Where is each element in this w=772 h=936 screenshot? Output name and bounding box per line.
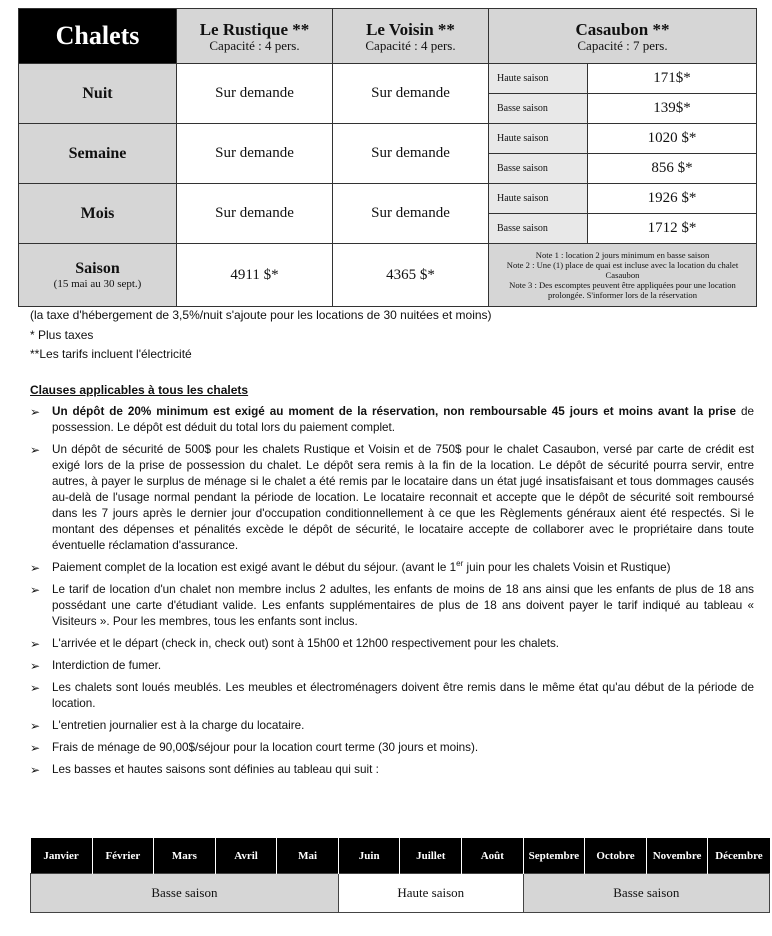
month-cell: Juin [338,838,400,874]
plus-taxes-footnote: * Plus taxes [30,328,94,342]
season-label: Haute saison [489,64,588,94]
clause-superscript: er [456,559,464,569]
season-label: Basse saison [489,214,588,244]
arrow-bullet-icon: ➢ [30,443,41,457]
month-cell: Mai [277,838,339,874]
season-haute: Haute saison [338,874,523,913]
month-cell: Mars [154,838,216,874]
price-casaubon-semaine-basse: 856 $* [588,154,757,184]
price-voisin-mois: Sur demande [333,184,489,244]
arrow-bullet-icon: ➢ [30,719,41,733]
price-rustique-semaine: Sur demande [177,124,333,184]
clause-item [30,718,754,734]
table-title: Chalets [19,9,177,64]
arrow-bullet-icon: ➢ [30,681,41,695]
clause-text: Interdiction de fumer. [52,659,162,672]
price-rustique-nuit: Sur demande [177,64,333,124]
clause-item [30,680,754,712]
month-cell: Septembre [523,838,585,874]
chalet-header-casaubon [489,9,757,64]
rates-table [18,8,757,307]
saison-dates: (15 mai au 30 sept.) [53,278,142,290]
notes-cell [489,244,757,307]
clause-text: de possession. Le dépôt est déduit du total lors du paiement complet. [52,405,755,434]
chalet-header-rustique [177,9,333,64]
clause-text: Paiement complet de la location est exigé avant le début du séjour. (avant le 1 [52,561,457,574]
price-casaubon-semaine-haute: 1020 $* [588,124,757,154]
clause-text: Un dépôt de sécurité de 500$ pour les chalets Rustique et Voisin et de 750$ pour le chalet Casaubon [52,443,596,456]
price-rustique-saison: 4911 $* [177,244,333,307]
price-voisin-saison: 4365 $* [333,244,489,307]
chalet-capacity: Capacité : 4 pers. [365,37,456,53]
month-cell: Janvier [31,838,93,874]
row-label-mois: Mois [19,184,177,244]
clause-text: Les basses et hautes saisons sont définies au tableau qui suit : [52,763,379,776]
clause-item [30,560,754,576]
season-label: Basse saison [489,154,588,184]
price-casaubon-mois-basse: 1712 $* [588,214,757,244]
clause-text: , versé par carte de crédit est exigé lors de la prise de possession du chalet. Le dépôt sera remis à la fin de la location. Le dépôt de sécurité pourra servir, entre autres, à payer le surplus de ménage si le chalet a été remis par le locataire dans un état jugé insatisfaisant et tous dommages causés au-delà de l'usage normal pendant la période de location. Le locataire reconnait et accepte que le dépôt de sécurité soit remboursé dans les 7 jours après le dernier jour d'occupation conditionnellement à ce que les Règlements généraux aient été respectés. Si le montant des dépenses et pénalités excède le dépôt de sécurité, le locataire accepte de collaborer avec le propriétaire dans toute éventuelle réclamation d'assurance. [52,443,754,552]
note-2: Note 2 : Une (1) place de quai est incluse avec la location du chalet Casaubon [506,260,739,280]
arrow-bullet-icon: ➢ [30,637,41,651]
row-label-saison [19,244,177,307]
arrow-bullet-icon: ➢ [30,763,41,777]
row-label-nuit: Nuit [19,64,177,124]
clause-item [30,740,754,756]
seasons-table [30,838,770,913]
clause-item [30,636,754,652]
clause-text: juin pour les chalets Voisin et Rustique) [463,561,671,574]
price-casaubon-nuit-haute: 171$* [588,64,757,94]
months-row [31,838,770,874]
clause-text: L'arrivée et le départ (check in, check out) sont à 15h00 et 12h00 respectivement pour les chalets. [52,637,560,650]
note-3: Note 3 : Des escomptes peuvent être appliquées pour une location prolongée. S'informer lors de la réservation [509,280,736,300]
saison-label: Saison [75,260,120,277]
month-cell: Décembre [708,838,770,874]
chalet-name: Le Voisin ** [366,19,455,39]
season-basse-1: Basse saison [31,874,339,913]
clause-text: Frais de ménage de 90,00$/séjour pour la location court terme (30 jours et moins). [52,741,479,754]
price-casaubon-nuit-basse: 139$* [588,94,757,124]
price-rustique-mois: Sur demande [177,184,333,244]
chalet-name: Le Rustique ** [199,19,310,39]
clause-item [30,442,754,554]
price-voisin-nuit: Sur demande [333,64,489,124]
row-label-semaine: Semaine [19,124,177,184]
clause-text: Le tarif de location d'un chalet non membre inclus 2 adultes, les enfants de moins de 18 ans ainsi que les enfants de plus de 18 ans possédant une carte d'étudiant valide. Les enfants supplémentaires de plus de 18 ans doivent payer le tarif indiqué au tableau « Visiteurs ». Pour les membres, tous les enfants sont inclus. [52,583,754,628]
chalet-capacity: Capacité : 7 pers. [577,37,668,53]
month-cell: Juillet [400,838,462,874]
arrow-bullet-icon: ➢ [30,741,41,755]
arrow-bullet-icon: ➢ [30,561,41,575]
price-casaubon-mois-haute: 1926 $* [588,184,757,214]
arrow-bullet-icon: ➢ [30,659,41,673]
chalet-capacity: Capacité : 4 pers. [209,37,300,53]
season-label: Haute saison [489,184,588,214]
clauses-title: Clauses applicables à tous les chalets [30,383,249,397]
clause-item [30,658,754,674]
month-cell: Novembre [646,838,708,874]
clause-text: Les chalets sont loués meublés. Les meubles et électroménagers doivent être remis dans le même état qu'au début de la période de location. [52,681,754,710]
note-1: Note 1 : location 2 jours minimum en basse saison [535,250,710,260]
month-cell: Octobre [585,838,647,874]
seasons-row [31,874,770,913]
clause-item [30,404,754,436]
month-cell: Février [92,838,154,874]
electricity-footnote: **Les tarifs incluent l'électricité [30,347,192,361]
clause-item [30,762,754,778]
month-cell: Avril [215,838,277,874]
season-label: Basse saison [489,94,588,124]
clause-item [30,582,754,630]
chalet-name: Casaubon ** [575,19,670,39]
clause-text-bold: Un dépôt de 20% minimum est exigé au moment de la réservation, non remboursable 45 jours et moins avant la prise [52,405,737,418]
price-voisin-semaine: Sur demande [333,124,489,184]
month-cell: Août [462,838,524,874]
arrow-bullet-icon: ➢ [30,405,41,419]
clause-text: L'entretien journalier est à la charge du locataire. [52,719,305,732]
clauses-list [30,404,754,784]
season-basse-2: Basse saison [523,874,769,913]
arrow-bullet-icon: ➢ [30,583,41,597]
tax-footnote: (la taxe d'hébergement de 3,5%/nuit s'ajoute pour les locations de 30 nuitées et moins) [30,308,492,322]
chalet-header-voisin [333,9,489,64]
season-label: Haute saison [489,124,588,154]
